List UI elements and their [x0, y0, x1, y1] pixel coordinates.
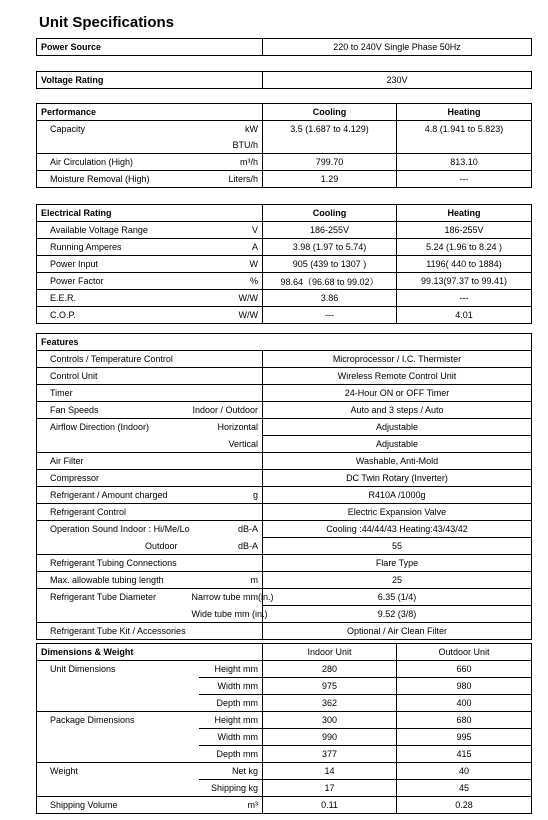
power-source-value: 220 to 240V Single Phase 50Hz: [263, 39, 532, 56]
feature-value: DC Twin Rotary (Inverter): [263, 470, 532, 487]
dimension-unit: Height mm: [199, 661, 263, 678]
feature-unit: Indoor / Outdoor: [188, 402, 263, 419]
dimension-unit: Height mm: [199, 712, 263, 729]
electrical-row-unit: %: [199, 273, 263, 290]
voltage-rating-value: 230V: [263, 72, 532, 89]
table-row: [37, 470, 532, 487]
dimension-label: [37, 729, 199, 746]
feature-label: Refrigerant Tube Diameter: [50, 592, 157, 603]
electrical-row-cooling: 3.98 (1.97 to 5.74): [263, 239, 397, 256]
dimension-indoor: 300: [263, 712, 397, 729]
electrical-row-heating: 186-255V: [397, 222, 532, 239]
feature-label: Refrigerant Control: [37, 504, 188, 521]
electrical-cooling-header: Cooling: [263, 205, 397, 222]
dimension-indoor: 990: [263, 729, 397, 746]
table-row: [37, 385, 532, 402]
electrical-table: [36, 204, 532, 324]
performance-cooling-header: Cooling: [263, 104, 397, 121]
dimension-outdoor: 45: [397, 780, 532, 797]
electrical-row-cooling: 98.64（96.68 to 99.02）: [263, 273, 397, 290]
dimension-outdoor: 0.28: [397, 797, 532, 814]
feature-value: Auto and 3 steps / Auto: [263, 402, 532, 419]
feature-value: Adjustable: [263, 419, 532, 436]
table-row: [37, 307, 532, 324]
table-row: [37, 729, 532, 746]
feature-label: Timer: [37, 385, 188, 402]
table-row: [37, 661, 532, 678]
table-row: [37, 222, 532, 239]
table-row: [37, 695, 532, 712]
features-table: [36, 333, 532, 640]
capacity-cooling: 3.5 (1.687 to 4.129): [263, 121, 397, 138]
feature-value: Microprocessor / I.C. Thermister: [263, 351, 532, 368]
dimensions-table: [36, 643, 532, 814]
electrical-header: Electrical Rating: [41, 208, 112, 218]
performance-header: Performance: [37, 104, 199, 121]
feature-label: Max. allowable tubing length: [37, 572, 188, 589]
feature-unit: m: [188, 572, 263, 589]
dimension-outdoor: 995: [397, 729, 532, 746]
indoor-unit-header: Indoor Unit: [263, 644, 397, 661]
feature-label: Refrigerant / Amount charged: [37, 487, 188, 504]
electrical-row-heating: 5.24 (1.96 to 8.24 ): [397, 239, 532, 256]
dimensions-header: Dimensions & Weight: [37, 644, 199, 661]
electrical-row-unit: W/W: [199, 290, 263, 307]
table-row: [37, 678, 532, 695]
table-row: [37, 763, 532, 780]
feature-label: [37, 606, 188, 623]
dimension-unit: Width mm: [199, 678, 263, 695]
table-row: [37, 487, 532, 504]
electrical-row-label: Available Voltage Range: [37, 222, 199, 239]
table-row: [37, 273, 532, 290]
feature-unit: dB-A: [188, 538, 263, 555]
dimension-label: [37, 678, 199, 695]
dimension-indoor: 975: [263, 678, 397, 695]
dimension-unit: Net kg: [199, 763, 263, 780]
feature-label: Outdoor: [37, 538, 188, 555]
performance-heating-header: Heating: [397, 104, 532, 121]
dimension-label: Weight: [50, 766, 78, 777]
dimension-indoor: 14: [263, 763, 397, 780]
feature-label: Controls / Temperature Control: [37, 351, 188, 368]
performance-table: [36, 103, 532, 188]
feature-unit: [188, 351, 263, 368]
feature-label: Control Unit: [37, 368, 188, 385]
electrical-row-cooling: 905 (439 to 1307 ): [263, 256, 397, 273]
capacity-unit-kw: kW: [245, 124, 258, 134]
dimension-indoor: 362: [263, 695, 397, 712]
feature-unit: dB-A: [237, 524, 258, 535]
dimension-unit: Depth mm: [199, 695, 263, 712]
dimension-outdoor: 400: [397, 695, 532, 712]
electrical-row-unit: W: [199, 256, 263, 273]
voltage-rating-table: [36, 71, 532, 89]
table-row: [37, 538, 532, 555]
power-source-table: [36, 38, 532, 56]
air-circulation-unit: m³/h: [199, 154, 263, 171]
dimension-indoor: 377: [263, 746, 397, 763]
electrical-row-unit: W/W: [199, 307, 263, 324]
electrical-row-unit: A: [199, 239, 263, 256]
feature-value: 6.35 (1/4): [263, 589, 532, 606]
electrical-row-unit: V: [199, 222, 263, 239]
electrical-row-label: Running Amperes: [37, 239, 199, 256]
dimension-unit: Shipping kg: [199, 780, 263, 797]
feature-value: Optional / Air Clean Filter: [263, 623, 532, 640]
table-row: [37, 436, 532, 453]
dimension-label: [37, 695, 199, 712]
moisture-removal-unit: Liters/h: [228, 174, 258, 184]
feature-label: Compressor: [37, 470, 188, 487]
electrical-row-label: C.O.P.: [37, 307, 199, 324]
table-row: [37, 521, 532, 538]
electrical-row-heating: 99.13(97.37 to 99.41): [397, 273, 532, 290]
feature-label: Refrigerant Tubing Connections: [37, 555, 188, 572]
feature-unit: [188, 504, 263, 521]
electrical-row-cooling: ---: [263, 307, 397, 324]
feature-value: Electric Expansion Valve: [263, 504, 532, 521]
table-row: [37, 712, 532, 729]
feature-unit: Wide tube mm (in.): [188, 606, 263, 623]
feature-value: 25: [263, 572, 532, 589]
capacity-unit-btu: BTU/h: [199, 137, 263, 154]
table-row: [37, 419, 532, 436]
electrical-row-cooling: 3.86: [263, 290, 397, 307]
table-row: [37, 368, 532, 385]
feature-unit: [188, 368, 263, 385]
table-row: [37, 256, 532, 273]
feature-label: [37, 436, 188, 453]
electrical-row-heating: 4.01: [397, 307, 532, 324]
electrical-row-heating: 1196( 440 to 1884): [397, 256, 532, 273]
dimension-label: Package Dimensions: [50, 715, 135, 726]
moisture-removal-heating: ---: [397, 171, 532, 188]
dimension-unit: m³: [247, 800, 258, 810]
feature-label: Air Filter: [37, 453, 188, 470]
table-row: [37, 504, 532, 521]
dimension-outdoor: 660: [397, 661, 532, 678]
electrical-row-heating: ---: [397, 290, 532, 307]
feature-unit: [188, 453, 263, 470]
moisture-removal-label: Moisture Removal (High): [50, 174, 150, 184]
table-row: [37, 290, 532, 307]
table-row: [37, 746, 532, 763]
electrical-row-cooling: 186-255V: [263, 222, 397, 239]
dimension-indoor: 17: [263, 780, 397, 797]
dimension-unit: Depth mm: [199, 746, 263, 763]
table-row: [37, 572, 532, 589]
power-source-label: Power Source: [41, 42, 102, 52]
feature-value: Wireless Remote Control Unit: [263, 368, 532, 385]
electrical-heating-header: Heating: [397, 205, 532, 222]
electrical-row-label: E.E.R.: [37, 290, 199, 307]
feature-unit: Horizontal: [217, 422, 258, 433]
outdoor-unit-header: Outdoor Unit: [397, 644, 532, 661]
features-header: Features: [37, 334, 532, 351]
feature-value: R410A /1000g: [263, 487, 532, 504]
feature-unit: [188, 555, 263, 572]
capacity-label: Capacity: [37, 121, 199, 154]
feature-label: Fan Speeds: [37, 402, 188, 419]
dimension-indoor: 280: [263, 661, 397, 678]
feature-unit: g: [188, 487, 263, 504]
feature-label: Airflow Direction (Indoor): [50, 422, 150, 433]
feature-unit: [188, 623, 263, 640]
dimension-label: [37, 746, 199, 763]
dimension-indoor: 0.11: [263, 797, 397, 814]
feature-unit: Vertical: [188, 436, 263, 453]
electrical-row-label: Power Factor: [37, 273, 199, 290]
dimension-outdoor: 40: [397, 763, 532, 780]
dimension-label: Unit Dimensions: [50, 664, 116, 675]
voltage-rating-label: Voltage Rating: [41, 75, 104, 85]
table-row: [37, 606, 532, 623]
feature-label: Operation Sound Indoor : Hi/Me/Lo: [50, 524, 190, 535]
table-row: [37, 623, 532, 640]
table-row: [37, 402, 532, 419]
air-circulation-label: Air Circulation (High): [37, 154, 199, 171]
feature-value: Adjustable: [263, 436, 532, 453]
feature-value: Washable, Anti-Mold: [263, 453, 532, 470]
table-row: [37, 555, 532, 572]
feature-unit: Narrow tube mm(in.): [191, 592, 274, 603]
dimension-outdoor: 415: [397, 746, 532, 763]
electrical-row-label: Power Input: [37, 256, 199, 273]
air-circulation-cooling: 799.70: [263, 154, 397, 171]
feature-value: Cooling :44/44/43 Heating:43/43/42: [263, 521, 532, 538]
table-row: [37, 453, 532, 470]
table-row: [37, 589, 532, 606]
capacity-heating: 4.8 (1.941 to 5.823): [397, 121, 532, 138]
table-row: [37, 239, 532, 256]
feature-value: Flare Type: [263, 555, 532, 572]
feature-value: 9.52 (3/8): [263, 606, 532, 623]
table-row: [37, 780, 532, 797]
feature-value: 24-Hour ON or OFF Timer: [263, 385, 532, 402]
feature-label: Refrigerant Tube Kit / Accessories: [50, 626, 186, 636]
dimension-outdoor: 680: [397, 712, 532, 729]
table-row: [37, 351, 532, 368]
dimension-label: Shipping Volume: [50, 800, 118, 810]
dimension-label: [37, 780, 199, 797]
dimension-unit: Width mm: [199, 729, 263, 746]
feature-unit: [188, 385, 263, 402]
feature-unit: [188, 470, 263, 487]
dimension-outdoor: 980: [397, 678, 532, 695]
table-row: [37, 797, 532, 814]
air-circulation-heating: 813.10: [397, 154, 532, 171]
moisture-removal-cooling: 1.29: [263, 171, 397, 188]
page-title: Unit Specifications: [39, 14, 175, 31]
feature-value: 55: [263, 538, 532, 555]
